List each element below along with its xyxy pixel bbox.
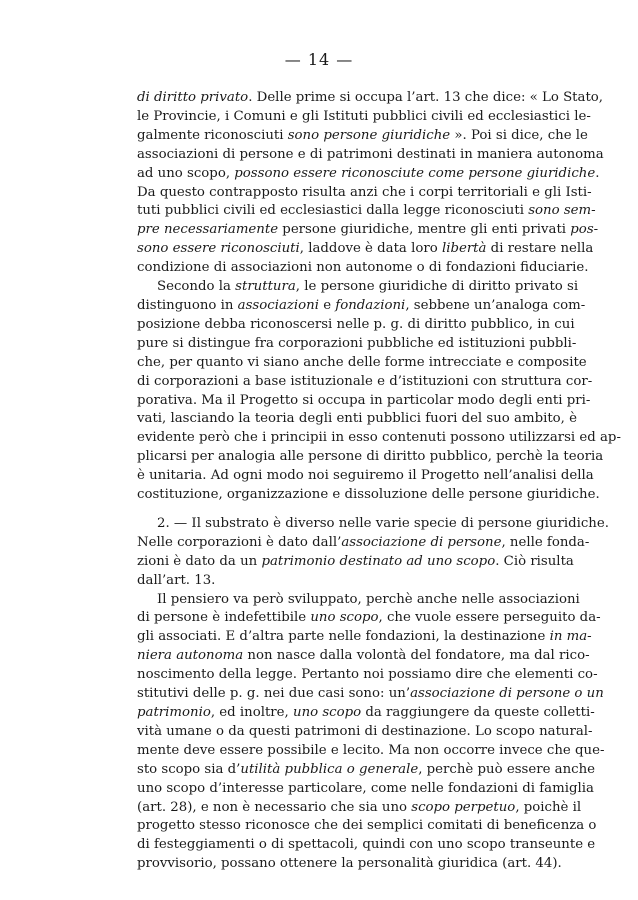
text-run: , sebbene un’analoga com- [405,297,586,313]
text-run: , ed inoltre, [210,705,293,720]
italic-text: patrimonio [137,705,211,720]
text-run: 2. — Il substrato è diverso nelle varie specie di persone giuridiche. [157,515,609,531]
text-line [137,354,587,373]
text-run: . [595,165,600,181]
text-run: ». Poi si dice, che le [450,127,588,143]
text-run: condizione di associazioni non autonome o di fondazioni fiduciarie. [137,260,589,276]
text-run: sto scopo sia d’ [137,761,241,777]
text-run: e [318,297,336,313]
text-run: Secondo la [157,279,236,295]
text-line [137,165,600,184]
text-run: (art. 28), e non è necessario che sia uno [137,799,412,815]
text-line [137,316,575,335]
italic-text: pos- [570,222,599,238]
text-line [137,392,591,411]
italic-text: sono sem- [528,203,596,219]
text-line [137,780,594,799]
text-run: le Provincie, i Comuni e gli Istituti pubblici civili ed ecclesiastici le- [137,108,591,124]
text-line [137,723,593,742]
text-run: . Ciò risulta [495,553,574,569]
text-run: gli associati. E d’altra parte nelle fondazioni, la destinazione [137,629,550,645]
text-line [137,297,586,316]
italic-text: associazioni [237,297,319,313]
text-line [137,259,589,278]
text-run: porativa. Ma il Progetto si occupa in particolar modo degli enti pri- [137,392,591,408]
text-run: zioni è dato da un [137,553,262,569]
text-line [137,221,599,240]
text-run: galmente riconosciuti [137,127,288,143]
text-run: , poichè il [515,799,582,815]
text-run: , che vuole essere perseguito da- [378,610,601,626]
text-line [137,202,596,221]
italic-text: sono persone giuridiche [287,127,451,143]
text-run: mente deve essere possibile e lecito. Ma non occorre invece che que- [137,742,605,758]
text-run: stitutivi delle p. g. nei due casi sono: un’ [137,686,411,702]
text-run: persone giuridiche, mentre gli enti privati [278,222,571,238]
text-line [137,836,596,855]
text-run: progetto stesso riconosce che dei semplici comitati di beneficenza o [137,818,597,834]
italic-text: sono essere riconosciuti [137,241,300,257]
text-line [137,591,580,610]
text-line [137,373,593,392]
italic-text: patrimonio destinato ad uno scopo [261,553,496,569]
text-run: che, per quanto vi siano anche delle forme intrecciate e composite [137,354,587,370]
text-run: , perchè può essere anche [418,761,596,777]
text-line [137,515,609,534]
text-run: . Delle prime si occupa l’art. 13 che dice: « Lo Stato, [248,90,604,105]
text-run: ad uno scopo, [137,165,235,181]
text-line [137,817,597,836]
text-line [137,89,604,108]
italic-text: scopo perpetuo [411,799,516,815]
italic-text: in ma- [549,629,592,645]
text-run: non nasce dalla volontà del fondatore, ma dal rico- [243,648,590,664]
text-run: vità umane o da questi patrimoni di destinazione. Lo scopo natural- [137,723,593,739]
text-run: plicarsi per analogia alle persone di diritto pubblico, perchè la teoria [137,449,604,465]
text-run: di festeggiamenti o di spettacoli, quindi con uno scopo transeunte e [137,837,596,853]
text-line [137,704,595,723]
text-run: costituzione, organizzazione e dissoluzione delle persone giuridiche. [137,487,600,503]
text-run: distinguono in [137,297,238,313]
text-line [137,127,588,146]
text-run: , le persone giuridiche di diritto privato si [295,279,579,295]
text-line [137,534,590,553]
text-line [137,486,600,505]
text-run: di corporazioni a base istituzionale e d’istituzioni con struttura cor- [137,373,593,389]
text-line [137,410,578,429]
text-line [137,685,604,704]
italic-text: pre necessariamente [137,222,279,238]
text-line [137,799,582,818]
italic-text: fondazioni [335,297,406,313]
text-line [137,855,562,874]
text-run: posizione debba riconoscersi nelle p. g. di diritto pubblico, in cui [137,316,575,332]
text-line [137,572,562,591]
italic-text: associazione di persone [341,534,502,550]
text-run: è unitaria. Ad ogni modo noi seguiremo il Progetto nell’analisi della [137,468,594,484]
text-run: evidente però che i principii in esso contenuti possono utilizzarsi ed ap- [137,430,621,446]
text-line [137,278,579,297]
text-line [137,146,604,165]
text-line [137,666,598,685]
text-line [137,609,601,628]
text-run: provvisorio, possano ottenere la personalità giuridica (art. 44). [137,856,562,872]
text-line [137,647,590,666]
paragraph [137,515,609,591]
italic-text: possono essere riconosciute come persone giuridiche [234,165,596,181]
text-run: vati, lasciando la teoria degli enti pubblici fuori del suo ambito, è [137,411,578,427]
text-line [137,429,621,448]
text-run: , laddove è data loro [299,241,442,257]
text-line [137,553,574,572]
text-line [137,761,596,780]
text-line [137,108,591,127]
text-run: tuti pubblici civili ed ecclesiastici dalla legge riconosciuti [137,203,529,219]
text-run: di restare nella [486,241,594,257]
text-line [137,467,594,486]
text-line [137,742,605,761]
text-run: noscimento della legge. Pertanto noi possiamo dire che elementi co- [137,667,598,683]
text-run: associazioni di persone e di patrimoni destinati in maniera autonoma [137,146,604,162]
italic-text: uno scopo [310,610,379,626]
text-line [137,240,594,259]
text-run: uno scopo d’interesse particolare, come nelle fondazioni di famiglia [137,780,594,796]
text-run: Da questo contrapposto risulta anzi che i corpi territoriali e gli Isti- [137,184,592,200]
text-line [137,448,604,467]
paragraph [137,278,621,505]
text-run: , nelle fonda- [501,534,590,550]
text-line [137,335,577,354]
italic-text: di diritto privato [137,90,249,105]
paragraph [137,591,605,875]
text-run: dall’art. 13. [137,572,216,588]
italic-text: associazione di persone o un [410,686,604,702]
text-run: da raggiungere da queste colletti- [361,705,595,720]
text-run: pure si distingue fra corporazioni pubbliche ed istituzioni pubbli- [137,335,577,351]
italic-text: utilità pubblica o generale [240,761,419,777]
text-body [137,89,621,874]
text-run: Nelle corporazioni è dato dall’ [137,534,342,550]
page-number: — 14 — [284,50,354,69]
paragraph [137,89,604,278]
text-run: di persone è indefettibile [137,610,311,626]
italic-text: niera autonoma [137,648,244,664]
italic-text: struttura [235,279,296,295]
text-run: Il pensiero va però sviluppato, perchè anche nelle associazioni [157,591,580,607]
italic-text: uno scopo [293,705,362,720]
text-line [137,184,592,203]
text-line [137,628,592,647]
italic-text: libertà [441,241,487,257]
